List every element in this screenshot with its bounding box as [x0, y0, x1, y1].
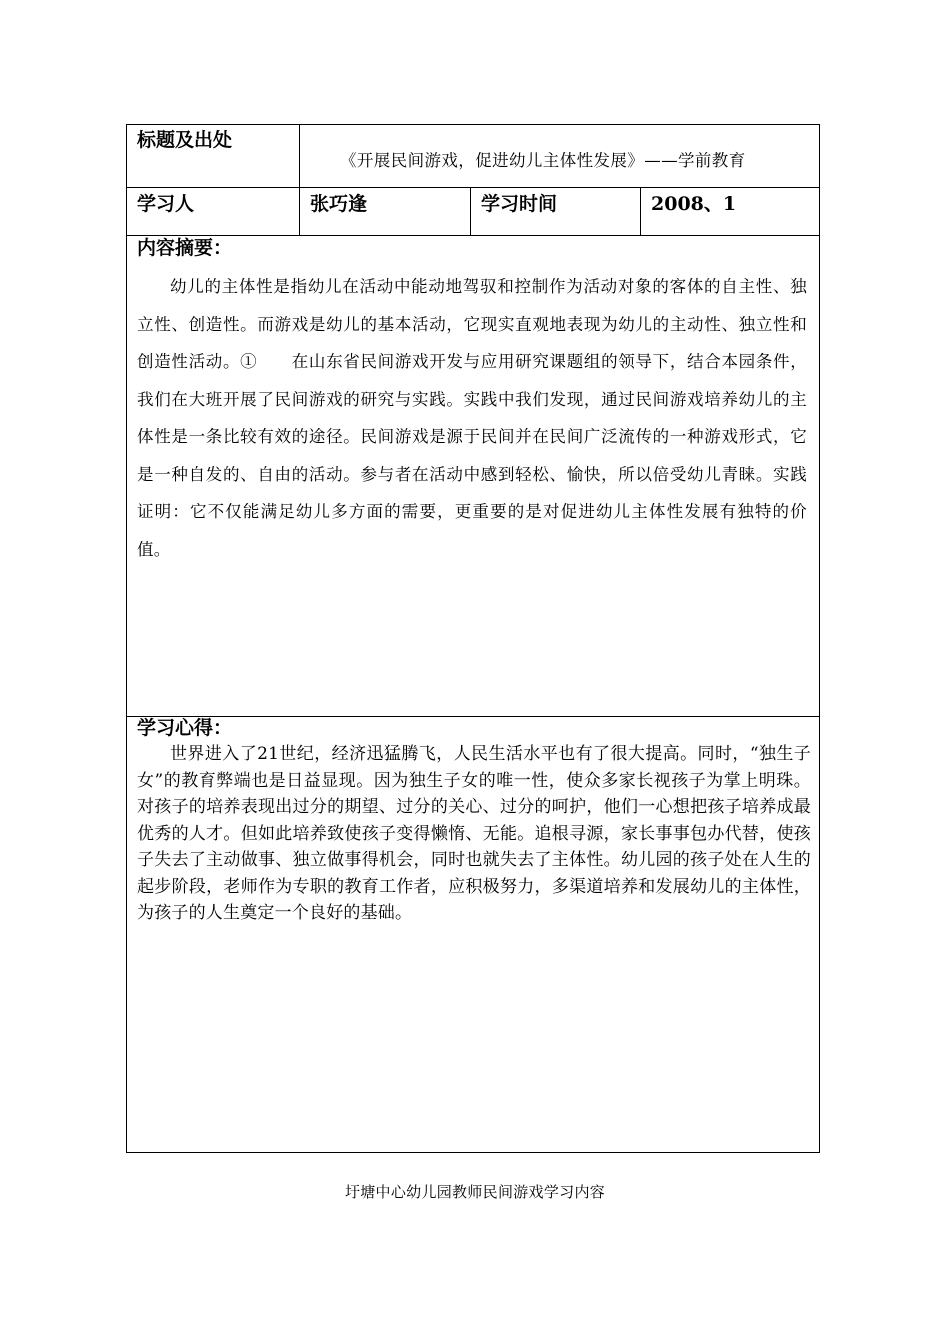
page-footer: 圩塘中心幼儿园教师民间游戏学习内容	[344, 1183, 606, 1201]
study-date: 2008、1	[651, 193, 737, 215]
reflection-row	[127, 717, 819, 1152]
title-row	[127, 125, 819, 188]
title-label: 标题及出处	[137, 129, 233, 151]
learner-value-cell	[299, 188, 470, 235]
title-label-cell	[127, 125, 299, 187]
learner-label: 学习人	[137, 193, 195, 215]
article-title: 《开展民间游戏，促进幼儿主体性发展》——学前教育	[340, 151, 746, 170]
summary-text: 幼儿的主体性是指幼儿在活动中能动地驾驭和控制作为活动对象的客体的自主性、独立性、创造性。而游戏是幼儿的基本活动，它现实直观地表现为幼儿的主动性、独立性和创造性活动。① 在山东省民间游戏开发与应用研究课题组的领导下，结合本园条件，我们在大班开展了民间游戏的研究与实践。实践中我们发现，通过民间游戏培养幼儿的主体性是一条比较有效的途径。民间游戏是源于民间并在民间广泛流传的一种游戏形式，它是一种自发的、自由的活动。参与者在活动中感到轻松、愉快，所以倍受幼儿青睐。实践证明：它不仅能满足幼儿多方面的需要，更重要的是对促进幼儿主体性发展有独特的价值。	[137, 277, 807, 559]
learner-name: 张巧逢	[310, 193, 368, 215]
learner-row	[127, 188, 819, 236]
reflection-heading: 学习心得：	[137, 717, 233, 739]
reflection-text: 世界进入了21世纪，经济迅猛腾飞，人民生活水平也有了很大提高。同时，“独生子女”的教育弊端也是日益显现。因为独生子女的唯一性，使众多家长视孩子为掌上明珠。对孩子的培养表现出过分的期望、过分的关心、过分的呵护，他们一心想把孩子培养成最优秀的人才。但如此培养致使孩子变得懒惰、无能。追根寻源，家长事事包办代替，使孩子失去了主动做事、独立做事得机会，同时也就失去了主体性。幼儿园的孩子处在人生的起步阶段，老师作为专职的教育工作者，应积极努力，多渠道培养和发展幼儿的主体性，为孩子的人生奠定一个良好的基础。	[137, 744, 811, 923]
learner-label-cell	[127, 188, 299, 235]
time-label-cell	[470, 188, 640, 235]
time-label: 学习时间	[481, 193, 558, 215]
summary-heading: 内容摘要：	[137, 237, 233, 259]
study-record-table	[126, 124, 820, 1153]
title-value-cell	[299, 125, 819, 187]
summary-row	[127, 236, 819, 717]
time-value-cell	[640, 188, 819, 235]
